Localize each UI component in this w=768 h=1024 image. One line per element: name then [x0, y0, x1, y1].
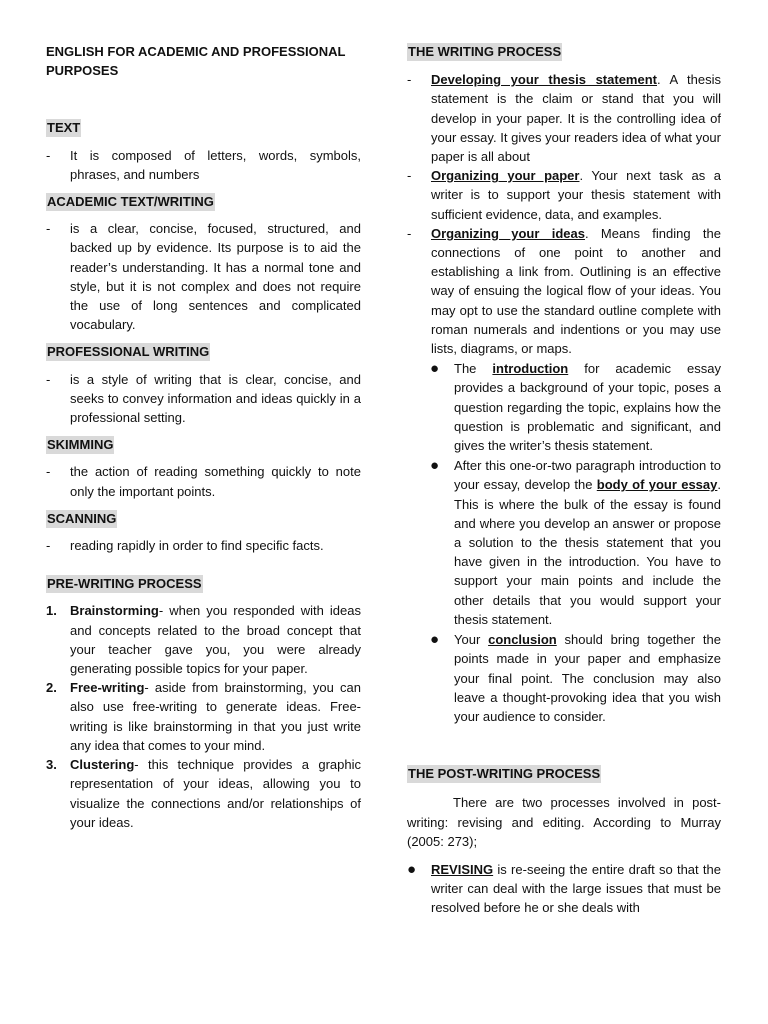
term-brainstorming: Brainstorming [70, 603, 159, 619]
dash-marker: - [407, 168, 412, 184]
term-clustering: Clustering [70, 757, 135, 773]
bullet-marker: ● [430, 631, 440, 649]
heading-writing-process: THE WRITING PROCESS [408, 44, 562, 59]
heading-skimming: SKIMMING [47, 437, 114, 453]
document-title: ENGLISH FOR ACADEMIC AND PROFESSIONAL PURPOSES [46, 44, 346, 79]
post-writing-intro: There are two processes involved in post-writing: revising and editing. According to Murray (2005: 273); [407, 795, 721, 849]
heading-scanning: SCANNING [47, 510, 117, 526]
definition-skimming: - the action of reading something quickly to note only the important points. [46, 462, 361, 500]
definition-professional-writing: - is a style of writing that is clear, concise, and seeks to convey information and ideas quickly in a professional setting. [46, 370, 361, 428]
dash-marker: - [407, 72, 412, 88]
bullet-marker: ● [430, 457, 440, 475]
term-introduction: introduction [492, 361, 569, 377]
dash-marker: - [46, 221, 51, 237]
dash-marker: - [46, 538, 51, 554]
heading-post-writing-process: THE POST-WRITING PROCESS [408, 766, 601, 782]
list-item: ● REVISING is re-seeing the entire draft so that the writer can deal with the large issues that must be resolved before he or she deals with [407, 860, 721, 918]
dash-marker: - [46, 371, 51, 387]
left-column [46, 42, 361, 832]
right-column [407, 42, 721, 918]
list-item: 2. Free-writing- aside from brainstorming, you can also use free-writing to generate ideas. Free-writing is like brainstorming in that you just write any idea that comes to your mind. [46, 680, 361, 753]
definition-text: - It is composed of letters, words, symbols, phrases, and numbers [46, 146, 361, 184]
term-organizing-ideas: Organizing your ideas [431, 225, 585, 241]
dash-marker: - [407, 225, 412, 241]
dash-marker: - [46, 464, 51, 480]
definition-scanning: - reading rapidly in order to find specific facts. [46, 536, 361, 555]
list-item: - Developing your thesis statement. A thesis statement is the claim or stand that you will develop in your paper. It is the controlling idea of your essay. It gives your readers idea of what your paper is all about [407, 70, 721, 166]
dash-marker: - [46, 147, 51, 163]
bullet-marker: ● [430, 360, 440, 378]
definition-academic-writing: - is a clear, concise, focused, structured, and backed up by evidence. Its purpose is to aid the reader’s understanding. It has a normal tone and style, but it is not complex and does not require the use of long sentences and complicated vocabulary. [46, 219, 361, 334]
list-item: ● The introduction for academic essay provides a background of your topic, poses a question regarding the topic, explains how the question is problematic and significant, and gives the writer’s thesis statement. [430, 359, 721, 455]
bullet-marker: ● [407, 860, 417, 878]
term-free-writing: Free-writing [70, 680, 145, 696]
term-thesis-statement: Developing your thesis statement [431, 72, 657, 88]
heading-professional-writing: PROFESSIONAL WRITING [47, 344, 210, 360]
term-body-of-essay: body of your essay [596, 477, 718, 493]
list-item: ● Your conclusion should bring together the points made in your paper and emphasize your final point. The conclusion may also leave a thought-provoking idea that you wish your audience to consider. [430, 630, 721, 726]
heading-text: TEXT [47, 120, 81, 136]
list-item: - Organizing your ideas. Means finding the connections of one point to another and establishing a link from. Outlining is an effective way of ensuing the logical flow of your ideas. You may opt to use the standard outline complete with roman numerals and indentions or you may use lists, diagrams, or maps. [407, 224, 721, 358]
term-organizing-paper: Organizing your paper [431, 168, 580, 184]
list-item: 3. Clustering- this technique provides a graphic representation of your ideas, allowing you to visualize the connections and/or relationships of your ideas. [46, 757, 361, 830]
heading-pre-writing-process: PRE-WRITING PROCESS [47, 576, 202, 592]
list-item: 1. Brainstorming- when you responded with ideas and concepts related to the broad concept that your teacher gave you, you were already generating possible topics for your paper. [46, 603, 361, 677]
term-revising: REVISING [431, 861, 494, 877]
list-item: - Organizing your paper. Your next task as a writer is to support your thesis statement with sufficient evidence, data, and examples. [407, 166, 721, 224]
term-conclusion: conclusion [488, 632, 557, 648]
heading-academic-writing: ACADEMIC TEXT/WRITING [47, 194, 214, 210]
list-item: ● After this one-or-two paragraph introduction to your essay, develop the body of your essay. This is where the bulk of the essay is found and where you develop an answer or propose a solution to the thesis statement that you have given in the introduction. You have to support your main points and include the other details that you would support your thesis statement. [430, 456, 721, 629]
